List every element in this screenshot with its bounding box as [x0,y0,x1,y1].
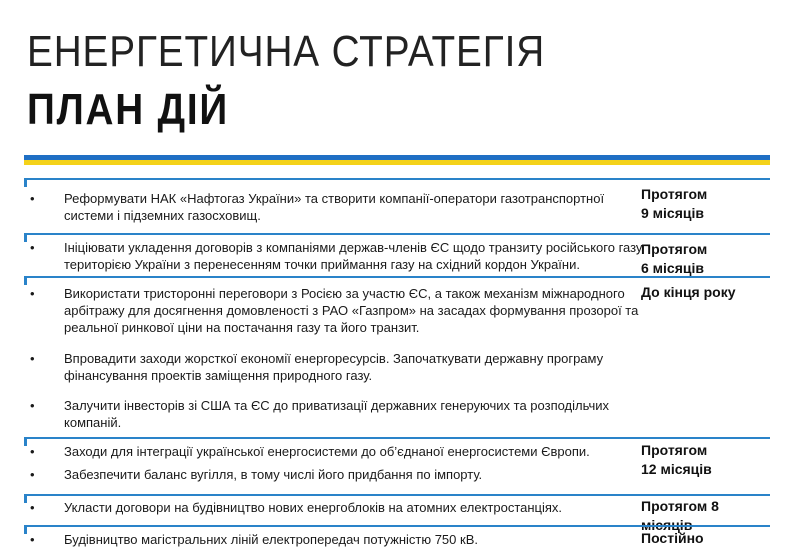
bullet-icon: • [30,444,35,459]
item-text: Забезпечити баланс вугілля, в тому числі його придбання по імпорту. [64,467,483,482]
bullet-icon: • [30,500,35,515]
item-text: Ініціювати укладення договорів з компаніями держав-членів ЄС щодо транзиту російського газу територією України з перенесенням точки приймання газу на східний кордон України. [64,240,643,272]
row-marker [24,527,27,534]
term-line1: Постійно [641,530,704,546]
term-line2: 6 місяців [641,260,704,276]
bullet-icon: • [30,286,35,301]
list-item [30,285,656,336]
item-text: Використати тристоронні переговори з Росією за участю ЄС, а також механізм міжнародного арбітражу для досягнення домовленості з РАО «Газпром» на засадах формування прозорої та реальної ринкової ціни на постачання газу та його транзит. [64,286,639,335]
bullet-icon: • [30,532,35,547]
list-item [30,397,656,431]
table-row [24,276,770,437]
table-row [24,178,770,233]
table-row [24,437,770,494]
row-marker [24,278,27,285]
bullet-icon: • [30,398,35,413]
list-item [30,443,656,460]
flag-yellow-band [24,160,770,165]
term-label [641,240,707,278]
list-item [30,499,656,516]
term-label [641,441,712,479]
bullet-icon: • [30,191,35,206]
term-line1: Протягом [641,241,708,257]
item-text: Залучити інвесторів зі США та ЄС до приватизації державних генеруючих та розподільчих компаній. [64,398,610,430]
term-label [641,283,736,302]
term-label [641,185,707,223]
list-item [30,190,656,224]
item-text: Будівництво магістральних ліній електропередач потужністю 750 кВ. [64,532,478,547]
list-item [30,350,656,384]
bullet-icon: • [30,240,35,255]
row-marker [24,439,27,446]
term-line1: До кінця року [641,284,736,300]
item-text: Реформувати НАК «Нафтогаз України» та створити компанії-оператори газотранспортної системи і підземних газосховищ. [64,191,605,223]
item-text: Впровадити заходи жорсткої економії енергоресурсів. Започаткувати державну програму фінансування проектів заміщення природного газу. [64,351,604,383]
table-row [24,525,770,551]
action-plan-table [24,178,770,551]
term-label [641,529,704,548]
term-line1: Протягом [641,186,708,202]
term-line2: 12 місяців [641,461,712,477]
table-row [24,494,770,533]
term-line1: Протягом 8 місяців [641,498,719,533]
term-line2: 9 місяців [641,205,704,221]
ukraine-flag-stripe [24,155,770,165]
item-text: Заходи для інтеграції української енергосистеми до об’єднаної енергосистеми Європи. [64,444,590,459]
row-marker [24,180,27,187]
list-item [30,466,656,483]
row-marker [24,496,27,503]
list-item [30,531,656,548]
bullet-icon: • [30,467,35,482]
page-title-line2: ПЛАН ДІЙ [27,85,229,134]
item-text: Укласти договори на будівництво нових енергоблоків на атомних електростанціях. [64,500,563,515]
list-item [30,239,656,273]
bullet-icon: • [30,351,35,366]
table-row [24,233,770,276]
page-title-line1: ЕНЕРГЕТИЧНА СТРАТЕГІЯ [27,27,546,76]
term-line1: Протягом [641,442,708,458]
row-marker [24,235,27,242]
